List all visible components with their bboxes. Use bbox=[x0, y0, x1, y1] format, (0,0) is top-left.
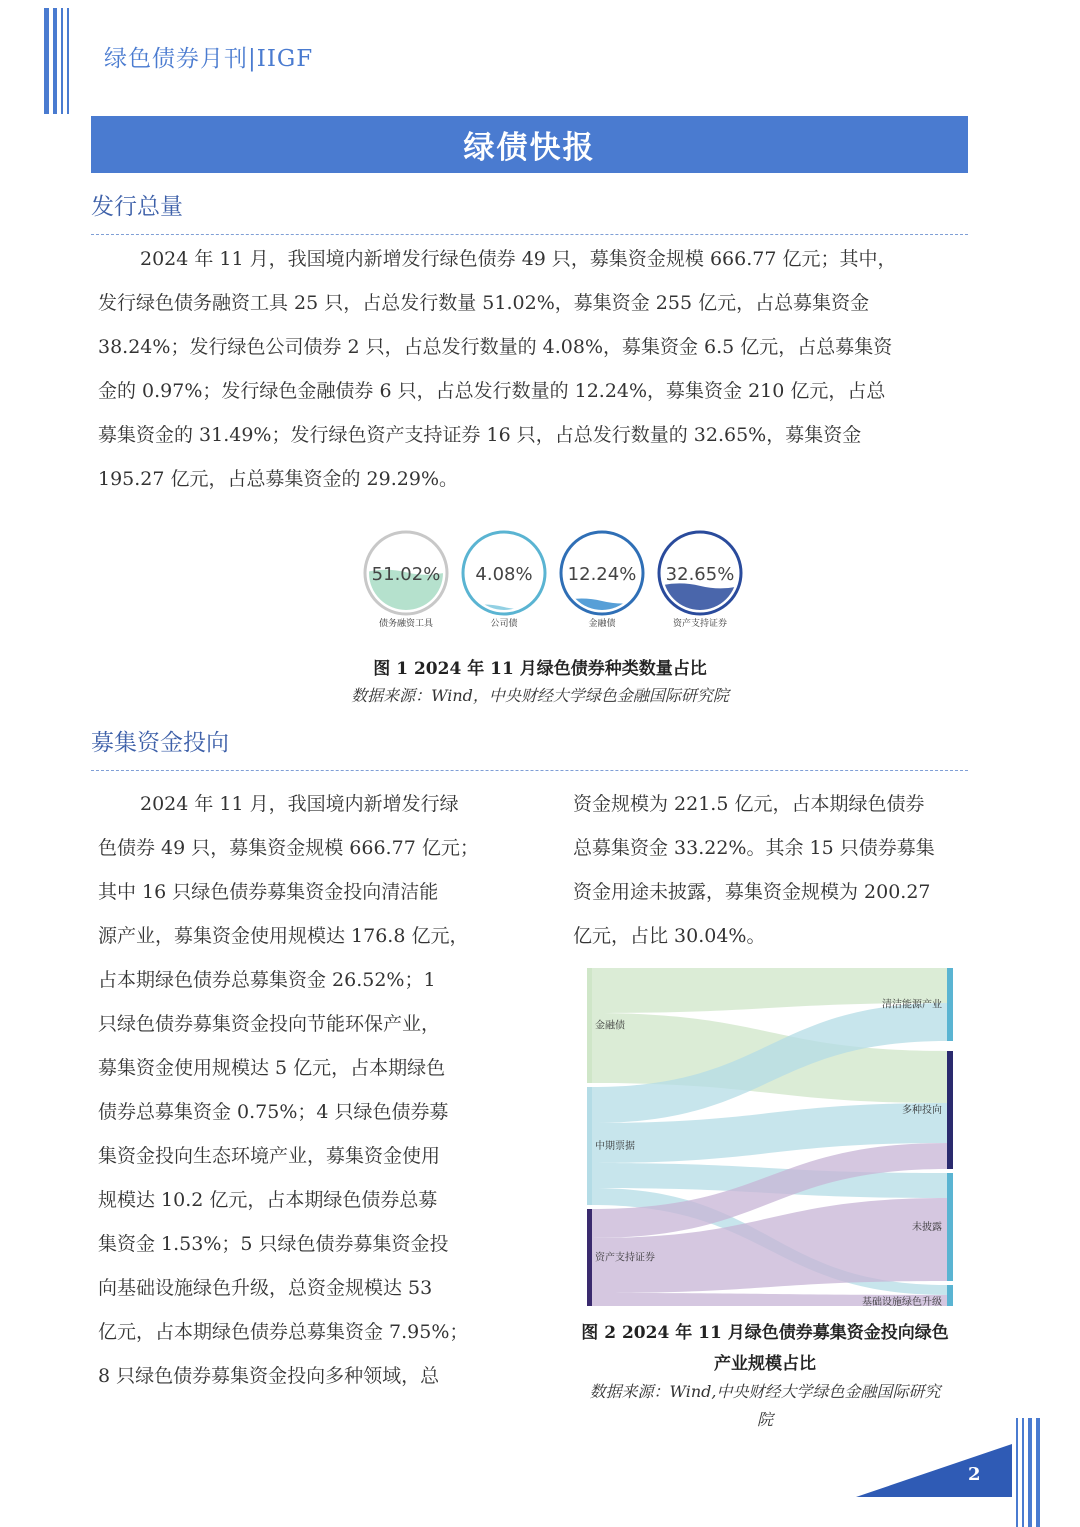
bubble-value: 4.08% bbox=[475, 564, 533, 585]
paragraph-line: 38.24%；发行绿色公司债券 2 只，占总发行数量的 4.08%，募集资金 6.5 亿元，占总募集资 bbox=[98, 336, 893, 358]
paragraph-line: 金的 0.97%；发行绿色金融债券 6 只，占总发行数量的 12.24%，募集资金 210 亿元，占总 bbox=[98, 380, 886, 402]
page-number-tab bbox=[856, 1444, 1012, 1497]
bubble-1 bbox=[463, 532, 545, 629]
bubble-fill bbox=[659, 583, 741, 614]
bubble-value: 32.65% bbox=[665, 564, 735, 585]
sankey-target-label: 多种投向 bbox=[902, 1105, 942, 1116]
section-divider bbox=[91, 234, 968, 235]
paragraph-line: 发行绿色债务融资工具 25 只，占总发行数量 51.02%，募集资金 255 亿元，占总募集资金 bbox=[98, 292, 870, 314]
paragraph-line: 2024 年 11 月，我国境内新增发行绿色债券 49 只，募集资金规模 666.77 亿元；其中， bbox=[140, 248, 897, 270]
bubble-value: 12.24% bbox=[567, 564, 637, 585]
paragraph-line: 只绿色债券募集资金投向节能环保产业， bbox=[98, 1013, 441, 1035]
bubble-3 bbox=[659, 532, 741, 629]
bond-type-bubbles bbox=[360, 530, 750, 630]
bubble-2 bbox=[561, 532, 643, 629]
paragraph-line: 占本期绿色债券总募集资金 26.52%；1 bbox=[98, 969, 436, 991]
figure-2-caption bbox=[555, 1318, 975, 1374]
paragraph-line: 募集资金使用规模达 5 亿元，占本期绿色 bbox=[98, 1057, 446, 1079]
figure-2-source-line: 院 bbox=[756, 1410, 773, 1429]
footer-decoration-bars bbox=[1016, 1418, 1040, 1527]
bubble-value: 51.02% bbox=[371, 564, 441, 585]
paragraph-line: 资金规模为 221.5 亿元，占本期绿色债券 bbox=[573, 793, 925, 815]
paragraph-line: 8 只绿色债券募集资金投向多种领域，总 bbox=[98, 1365, 440, 1387]
issuance-paragraph bbox=[98, 237, 958, 501]
figure-2-source-line: 数据来源：Wind,中央财经大学绿色金融国际研究 bbox=[589, 1382, 941, 1401]
paragraph-line: 债券总募集资金 0.75%；4 只绿色债券募 bbox=[98, 1101, 449, 1123]
figure-2-source bbox=[555, 1378, 975, 1434]
sankey-target-node bbox=[947, 1051, 953, 1169]
figure-1-caption: 图 1 2024 年 11 月绿色债券种类数量占比 bbox=[373, 659, 707, 679]
sankey-target-node bbox=[947, 968, 953, 1041]
paragraph-line: 亿元，占本期绿色债券总募集资金 7.95%； bbox=[98, 1321, 469, 1343]
use-of-proceeds-right-column bbox=[573, 782, 968, 958]
sankey-source-node bbox=[587, 968, 592, 1083]
bubble-0 bbox=[365, 532, 447, 629]
paragraph-line: 亿元，占比 30.04%。 bbox=[573, 925, 766, 947]
bubble-label: 资产支持证券 bbox=[672, 619, 728, 629]
sankey-target-label: 未披露 bbox=[912, 1222, 942, 1233]
paragraph-line: 源产业，募集资金使用规模达 176.8 亿元， bbox=[98, 925, 469, 947]
paragraph-line: 集资金投向生态环境产业，募集资金使用 bbox=[98, 1145, 441, 1167]
sankey-target-label: 基础设施绿色升级 bbox=[862, 1297, 942, 1308]
section-divider bbox=[91, 770, 968, 771]
section-title-use-of-proceeds: 募集资金投向 bbox=[91, 730, 229, 756]
page-number: 2 bbox=[968, 1464, 981, 1485]
paragraph-line: 资金用途未披露，募集资金规模为 200.27 bbox=[573, 881, 931, 903]
sankey-source-node bbox=[587, 1209, 592, 1306]
sankey-source-node bbox=[587, 1087, 592, 1205]
bubble-label: 金融债 bbox=[588, 619, 616, 629]
figure-2-caption-line: 图 2 2024 年 11 月绿色债券募集资金投向绿色 bbox=[581, 1323, 949, 1343]
figure-1-source: 数据来源：Wind，中央财经大学绿色金融国际研究院 bbox=[351, 686, 729, 705]
paragraph-line: 集资金 1.53%；5 只绿色债券募集资金投 bbox=[98, 1233, 449, 1255]
paragraph-line: 195.27 亿元，占总募集资金的 29.29%。 bbox=[98, 468, 459, 490]
paragraph-line: 募集资金的 31.49%；发行绿色资产支持证券 16 只，占总发行数量的 32.65%，募集资金 bbox=[98, 424, 862, 446]
sankey-source-label: 资产支持证券 bbox=[595, 1252, 655, 1264]
section-title-issuance: 发行总量 bbox=[91, 194, 183, 220]
paragraph-line: 规模达 10.2 亿元，占本期绿色债券总募 bbox=[98, 1189, 438, 1211]
section-banner: 绿债快报 bbox=[91, 116, 968, 173]
bubble-label: 债务融资工具 bbox=[378, 619, 434, 629]
header-decoration-bars bbox=[44, 8, 69, 114]
sankey-source-label: 中期票据 bbox=[595, 1141, 635, 1152]
paragraph-line: 2024 年 11 月，我国境内新增发行绿 bbox=[140, 793, 459, 815]
paragraph-line: 其中 16 只绿色债券募集资金投向清洁能 bbox=[98, 881, 439, 903]
sankey-source-label: 金融债 bbox=[595, 1020, 625, 1032]
paragraph-line: 色债券 49 只，募集资金规模 666.77 亿元； bbox=[98, 837, 479, 859]
paragraph-line: 总募集资金 33.22%。其余 15 只债券募集 bbox=[573, 837, 935, 859]
sankey-target-node bbox=[947, 1285, 953, 1306]
paragraph-line: 向基础设施绿色升级，总资金规模达 53 bbox=[98, 1277, 433, 1299]
use-of-proceeds-left-column bbox=[98, 782, 498, 1398]
sankey-target-label: 清洁能源产业 bbox=[882, 999, 942, 1011]
sankey-target-node bbox=[947, 1173, 953, 1281]
figure-2-caption-line: 产业规模占比 bbox=[714, 1354, 816, 1374]
running-title: 绿色债券月刊|IIGF bbox=[104, 46, 314, 72]
proceeds-sankey-diagram bbox=[577, 963, 962, 1309]
bubble-label: 公司债 bbox=[490, 619, 518, 629]
